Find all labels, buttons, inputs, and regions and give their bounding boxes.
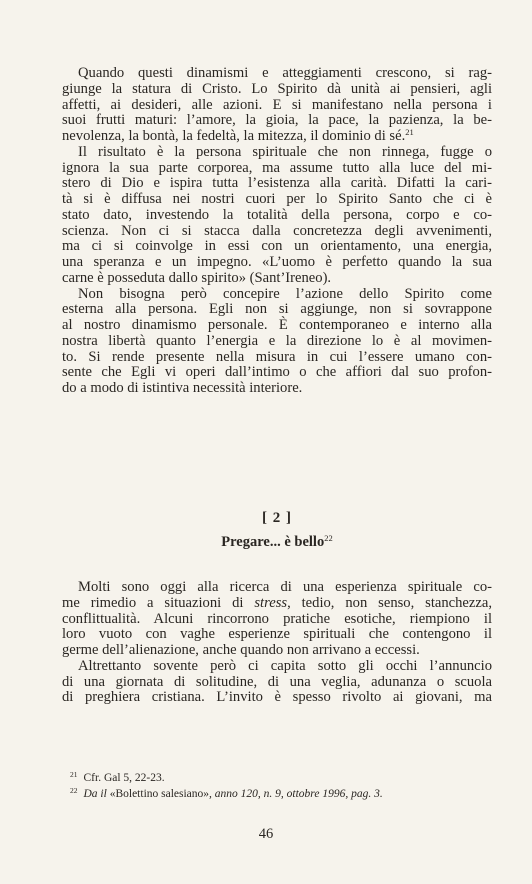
page-number: 46 [258,826,274,842]
text-line: conflittualità. Alcuni rincorrono pratiche esotiche, riempiono il [62,610,492,627]
text-line: ignora la sua parte corporea, ma assume tutto alla luce del mi- [62,159,492,176]
text-line: Molti sono oggi alla ricerca di una esperienza spirituale co- [78,579,492,595]
footnote-source: «Bolettino salesiano» [109,788,210,800]
text-line: di preghiera cristiana. L’invito è spesso rivolto ai giovani, ma [62,689,492,706]
footnote-text: , anno 120, n. 9, ottobre 1996, pag. 3. [209,788,383,800]
text-line: suoi frutti maturi: l’amore, la gioia, la pace, la pazienza, la be- [62,112,492,129]
text-line: nostra libertà quanto l’energia e la direzione lo è al movimen- [62,332,492,349]
text-line: me rimedio a situazioni di stress, tedio, non senso, stanchezza, [62,594,492,611]
text-line: nevolenza, la bontà, la fedeltà, la mitezza, il dominio di sé.$^{21}$ [62,127,414,144]
text-line: tà si è diffusa nei nostri cuori per lo Spirito Santo che ci è [62,191,492,207]
footnote-22 [70,786,490,802]
text-line: scienza. Non ci si stacca dalla concretezza degli avvenimenti, [62,222,492,239]
footnote-marker: 21 [70,770,78,779]
text-line: di una giornata di solitudine, di una veglia, adunanza o scuola [62,673,492,690]
text-line: Quando questi dinamismi e atteggiamenti crescono, si rag- [78,65,492,81]
italic-word: stress [254,594,288,611]
section-title: Pregare... è bello$^{22}$ [221,533,333,550]
text-line: giunge la statura di Cristo. Lo Spirito dà unità ai pensieri, agli [62,80,492,97]
text-line: stero di Dio e ispira tutta l’esistenza alla carità. Difatti la cari- [62,175,492,192]
text-line: affetti, ai desideri, alle azioni. E si manifestano nella persona i [62,96,492,113]
footnote-ref-22: 22 [324,533,333,543]
text-line: Non bisogna però concepire l’azione dello Spirito come [78,285,492,302]
footnote-marker: 22 [70,786,78,795]
text-line: carne è posseduta dallo spirito» (Sant’Ireneo). [62,269,332,286]
text-line: Altrettanto sovente però ci capita sotto gli occhi l’annuncio [78,657,492,674]
section-number: [ 2 ] [262,510,292,526]
text-line: esterna alla persona. Egli non si aggiunge, non si sovrappone [62,301,492,318]
text-line: al nostro dinamismo personale. È contemporaneo e interno alla [62,317,492,333]
text-line: germe dell’alienazione, anche quando non arrivano a eccessi. [62,642,420,658]
footnote-text: Da il [83,788,110,800]
text-line: sente che Egli vi operi dall’intimo o che affiori dal suo profon- [62,364,492,381]
text-line: ma ci si coinvolge in essi con un orientamento, una energia, [62,238,492,255]
text-line: do a modo di istintiva necessità interiore. [62,380,303,396]
text-line: stato dato, investendo la totalità della persona, corpo e co- [62,206,492,223]
section2-text [62,580,492,706]
footnote-text: Cfr. Gal 5, 22-23. [83,772,165,784]
section1-text [62,66,492,397]
text-line: to. Si rende presente nella misura in cui l’essere umano con- [62,348,492,365]
text-line: una speranza e un impegno. «L’uomo è perfetto quando la sua [62,254,492,270]
footnote-21 [70,770,490,786]
text-line: Il risultato è la persona spirituale che non rinnega, fugge o [78,143,492,160]
text-line: loro vuoto con vaghe esperienze spirituali che contengono il [62,626,492,643]
footnote-ref-21: 21 [405,127,414,137]
